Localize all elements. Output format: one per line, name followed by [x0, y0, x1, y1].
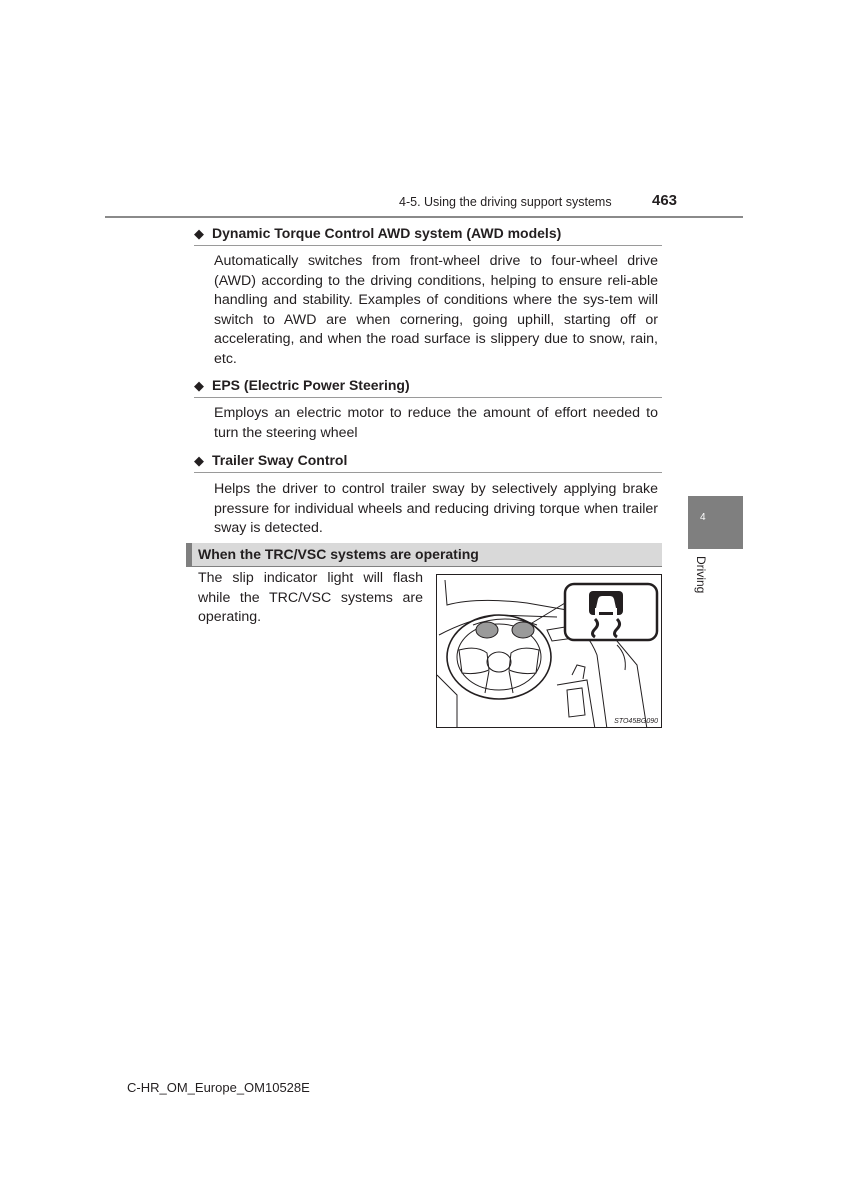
section-rule — [194, 397, 662, 398]
section-body-trailer: Helps the driver to control trailer sway by selectively applying brake pressure for individual wheels and reducing driving torque when trailer sway is detected. — [214, 481, 658, 536]
diamond-bullet-icon: ◆ — [194, 226, 204, 241]
page-number: 463 — [652, 192, 678, 209]
section-title-eps — [194, 377, 410, 394]
section-title-text: EPS (Electric Power Steering) — [212, 377, 410, 393]
section-title-awd — [194, 225, 561, 242]
chapter-tab-label: Driving — [694, 556, 708, 594]
footer-document-code: C-HR_OM_Europe_OM10528E — [127, 1080, 310, 1095]
figure-code: STO45BG090 — [614, 718, 658, 725]
chapter-tab-number: 4 — [700, 512, 706, 523]
section-rule — [194, 472, 662, 473]
section-body-eps: Employs an electric motor to reduce the amount of effort needed to turn the steering wheel — [214, 405, 658, 441]
running-header-section: 4-5. Using the driving support systems — [399, 195, 612, 209]
trc-section-title: When the TRC/VSC systems are operating — [198, 546, 479, 562]
section-rule — [194, 245, 662, 246]
section-title-text: Trailer Sway Control — [212, 452, 348, 468]
diamond-bullet-icon: ◆ — [194, 378, 204, 393]
trc-section-body: The slip indicator light will flash while the TRC/VSC systems are operating. — [198, 570, 423, 625]
section-title-text: Dynamic Torque Control AWD system (AWD models) — [212, 225, 562, 241]
chapter-tab — [688, 496, 743, 549]
diamond-bullet-icon: ◆ — [194, 453, 204, 468]
trc-section-banner — [186, 543, 662, 566]
section-title-trailer — [194, 452, 347, 469]
section-body-awd: Automatically switches from front-wheel drive to four-wheel drive (AWD) according to the driving conditions, helping to ensure reli-able handling and stability. Examples of conditions where the sys-tem will switch to AWD are when cornering, going uphill, starting off or accelerating, and when the road surface is slippery due to snow, rain, etc. — [214, 253, 658, 367]
dashboard-illustration — [436, 574, 662, 728]
dashboard-drawing — [437, 575, 662, 728]
banner-underline — [186, 566, 662, 567]
header-rule — [105, 216, 743, 218]
